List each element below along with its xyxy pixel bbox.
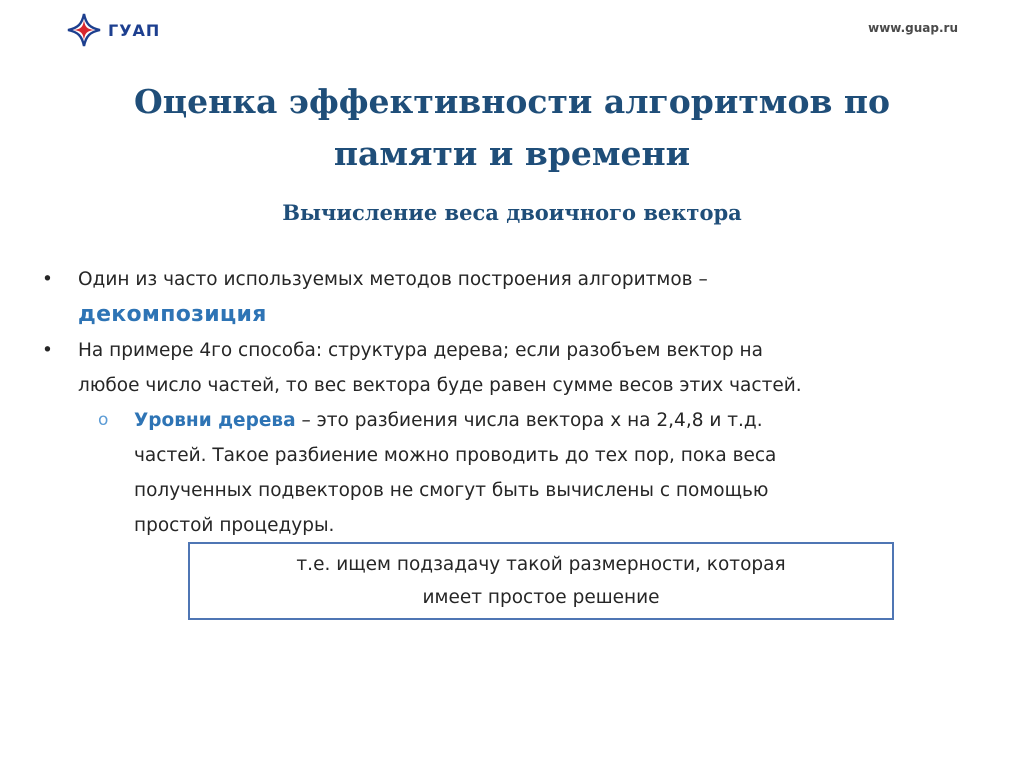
bullet-item [42, 333, 972, 403]
guap-logo [66, 12, 160, 48]
bullet-text-line-2: любое число частей, то вес вектора буде равен сумме весов этих частей. [78, 375, 802, 396]
sub-bullet-item [98, 403, 928, 543]
callout-line-2: имеет простое решение [422, 587, 660, 608]
sub-bullet-text-line-1: – это разбиения числа вектора x на 2,4,8 и т.д. [295, 410, 763, 431]
title-line-1: Оценка эффективности алгоритмов по [133, 82, 891, 121]
slide-title [40, 76, 984, 180]
sub-bullet-text-line-2: частей. Такое разбиение можно проводить до тех пор, пока веса [134, 445, 777, 466]
sub-bullet-list [98, 403, 928, 543]
callout-box [188, 542, 894, 620]
title-line-2: памяти и времени [333, 134, 691, 173]
sub-bullet-text-line-4: простой процедуры. [134, 515, 335, 536]
guap-star-icon [66, 12, 102, 48]
tree-levels-highlight: Уровни дерева [134, 410, 296, 431]
bullet-item [42, 262, 972, 333]
decomposition-highlight: декомпозиция [78, 302, 267, 327]
bullet-list [42, 262, 972, 403]
bullet-marker: • [42, 340, 53, 361]
circle-bullet-icon: o [98, 410, 109, 430]
sub-bullet-text-line-3: полученных подвекторов не смогут быть вычислены с помощью [134, 480, 769, 501]
callout-line-1: т.е. ищем подзадачу такой размерности, которая [296, 554, 786, 575]
slide-subtitle: Вычисление веса двоичного вектора [282, 200, 742, 225]
bullet-text-line-1: На примере 4го способа: структура дерева; если разобъем вектор на [78, 340, 763, 361]
logo-text: ГУАП [108, 20, 161, 40]
bullet-text: Один из часто используемых методов построения алгоритмов – [78, 269, 708, 290]
site-url: www.guap.ru [868, 21, 958, 35]
bullet-marker: • [42, 269, 53, 290]
